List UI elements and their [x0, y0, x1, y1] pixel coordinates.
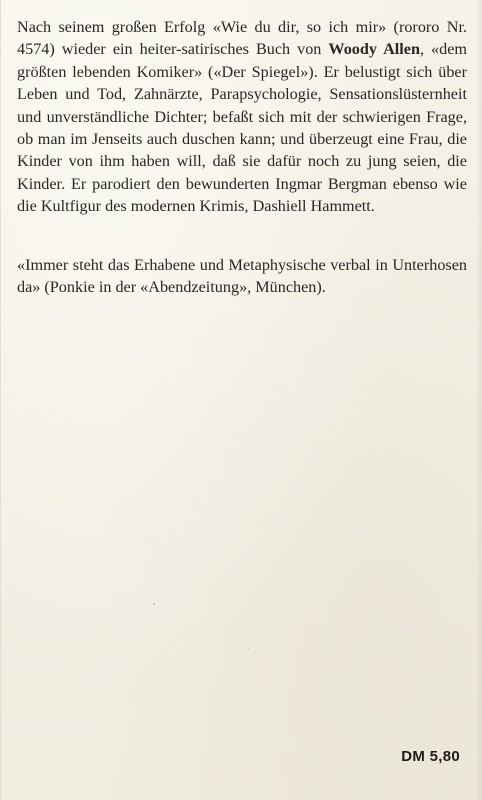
- author-name: Woody Allen: [328, 40, 420, 59]
- blurb-paragraph: [17, 16, 467, 218]
- press-quote: «Immer steht das Erhabene und Metaphysische verbal in Unterhosen da» (Ponkie in der «Abendzeitung», München).: [17, 256, 467, 297]
- price-label: DM 5,80: [401, 748, 460, 765]
- blurb-intro: Nach seinem großen Erfolg «Wie du dir, so ich mir» (rororo Nr. 4574) wieder ein heiter-satirisches Buch von: [17, 18, 467, 59]
- blurb-body: , «dem größten lebenden Komiker» («Der Spiegel»). Er belustigt sich über Leben und Tod, Zahnärzte, Parapsychologie, Sensationslüsternheit und unverständliche Dichter; befaßt sich mit der schwierigen Frage, ob man im Jenseits auch duschen kann; und überzeugt eine Frau, die Kinder von ihm haben will, daß sie dafür noch zu jung seien, die Kinder. Er parodiert den bewunderten Ingmar Bergman ebenso wie die Kultfigur des modernen Krimis, Dashiell Hammett.: [17, 40, 467, 216]
- paper-speck: [153, 603, 155, 605]
- paper-speck: [248, 648, 249, 649]
